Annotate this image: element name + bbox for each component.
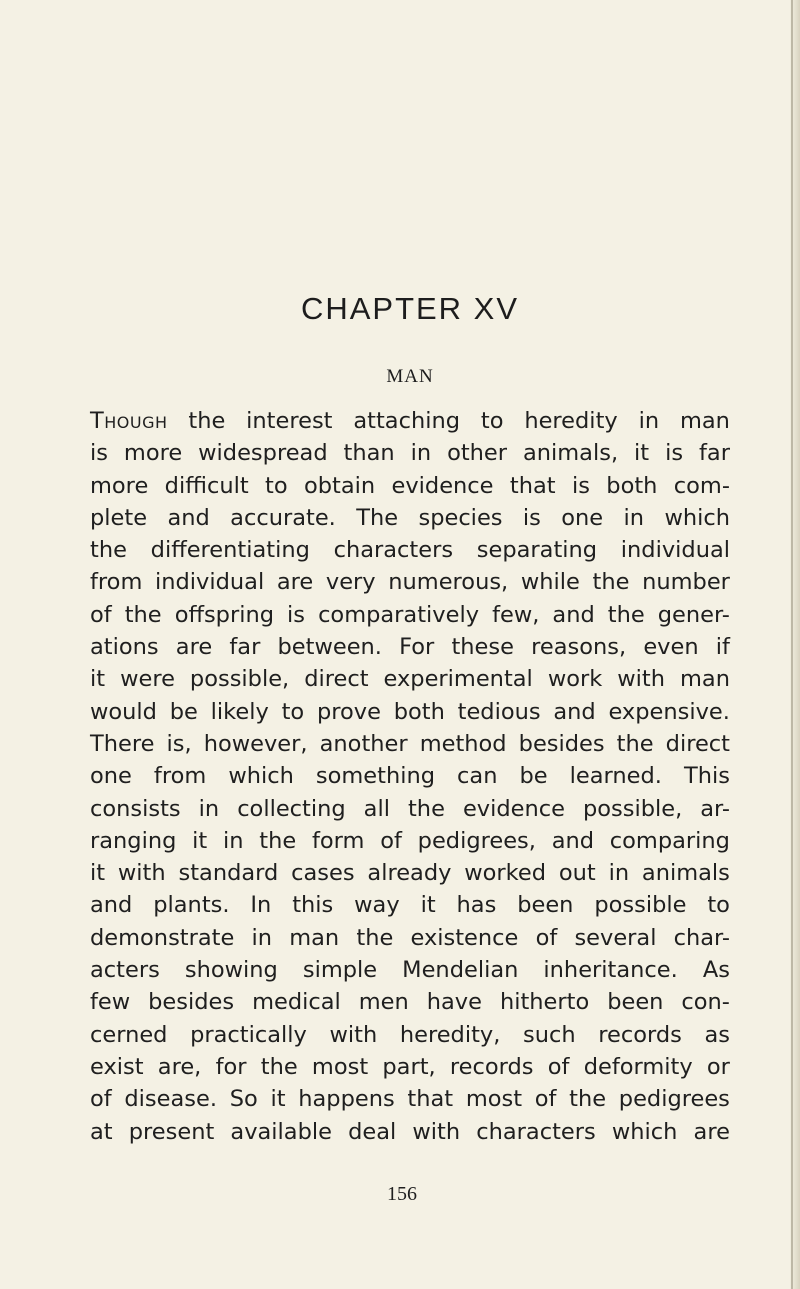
text-line: acters showing simple Mendelian inheritance. As	[90, 957, 730, 984]
text-line: exist are, for the most part, records of deformity or	[90, 1053, 730, 1080]
text-line: There is, however, another method besides the direct	[90, 730, 730, 757]
text-line: plete and accurate. The species is one in which	[90, 504, 730, 531]
text-line: few besides medical men have hitherto been con-	[90, 989, 730, 1016]
page-edge-line	[791, 0, 793, 1289]
opening-word: Though	[90, 408, 168, 434]
text-line: ations are far between. For these reasons, even if	[90, 634, 730, 661]
text-line: would be likely to prove both tedious and expensive.	[90, 698, 730, 725]
chapter-subtitle: MAN	[386, 366, 434, 387]
text-line: one from which something can be learned. This	[90, 763, 730, 790]
text-line: and plants. In this way it has been possible to	[90, 892, 730, 919]
text-line: consists in collecting all the evidence possible, ar-	[90, 795, 730, 822]
text-line: at present available deal with characters which are	[90, 1118, 730, 1145]
text-line: is more widespread than in other animals, it is far	[90, 440, 730, 467]
text-line: it were possible, direct experimental work with man	[90, 666, 730, 693]
page-number: 156	[387, 1183, 417, 1205]
body-paragraph	[90, 405, 730, 1148]
text-line: cerned practically with heredity, such records as	[90, 1021, 730, 1048]
chapter-title: CHAPTER XV	[300, 291, 520, 326]
text-line: from individual are very numerous, while the number	[90, 569, 730, 596]
text-line: Though the interest attaching to heredity in man	[90, 405, 730, 437]
text-line: it with standard cases already worked out in animals	[90, 860, 730, 887]
text-line: more difficult to obtain evidence that is both com-	[90, 472, 730, 499]
text-line: of the offspring is comparatively few, and the gener-	[90, 601, 730, 628]
text-line: ranging it in the form of pedigrees, and comparing	[90, 827, 730, 854]
text-line: demonstrate in man the existence of several char-	[90, 924, 730, 951]
text-line: the differentiating characters separating individual	[90, 537, 730, 564]
text-line: of disease. So it happens that most of the pedigrees	[90, 1086, 730, 1113]
